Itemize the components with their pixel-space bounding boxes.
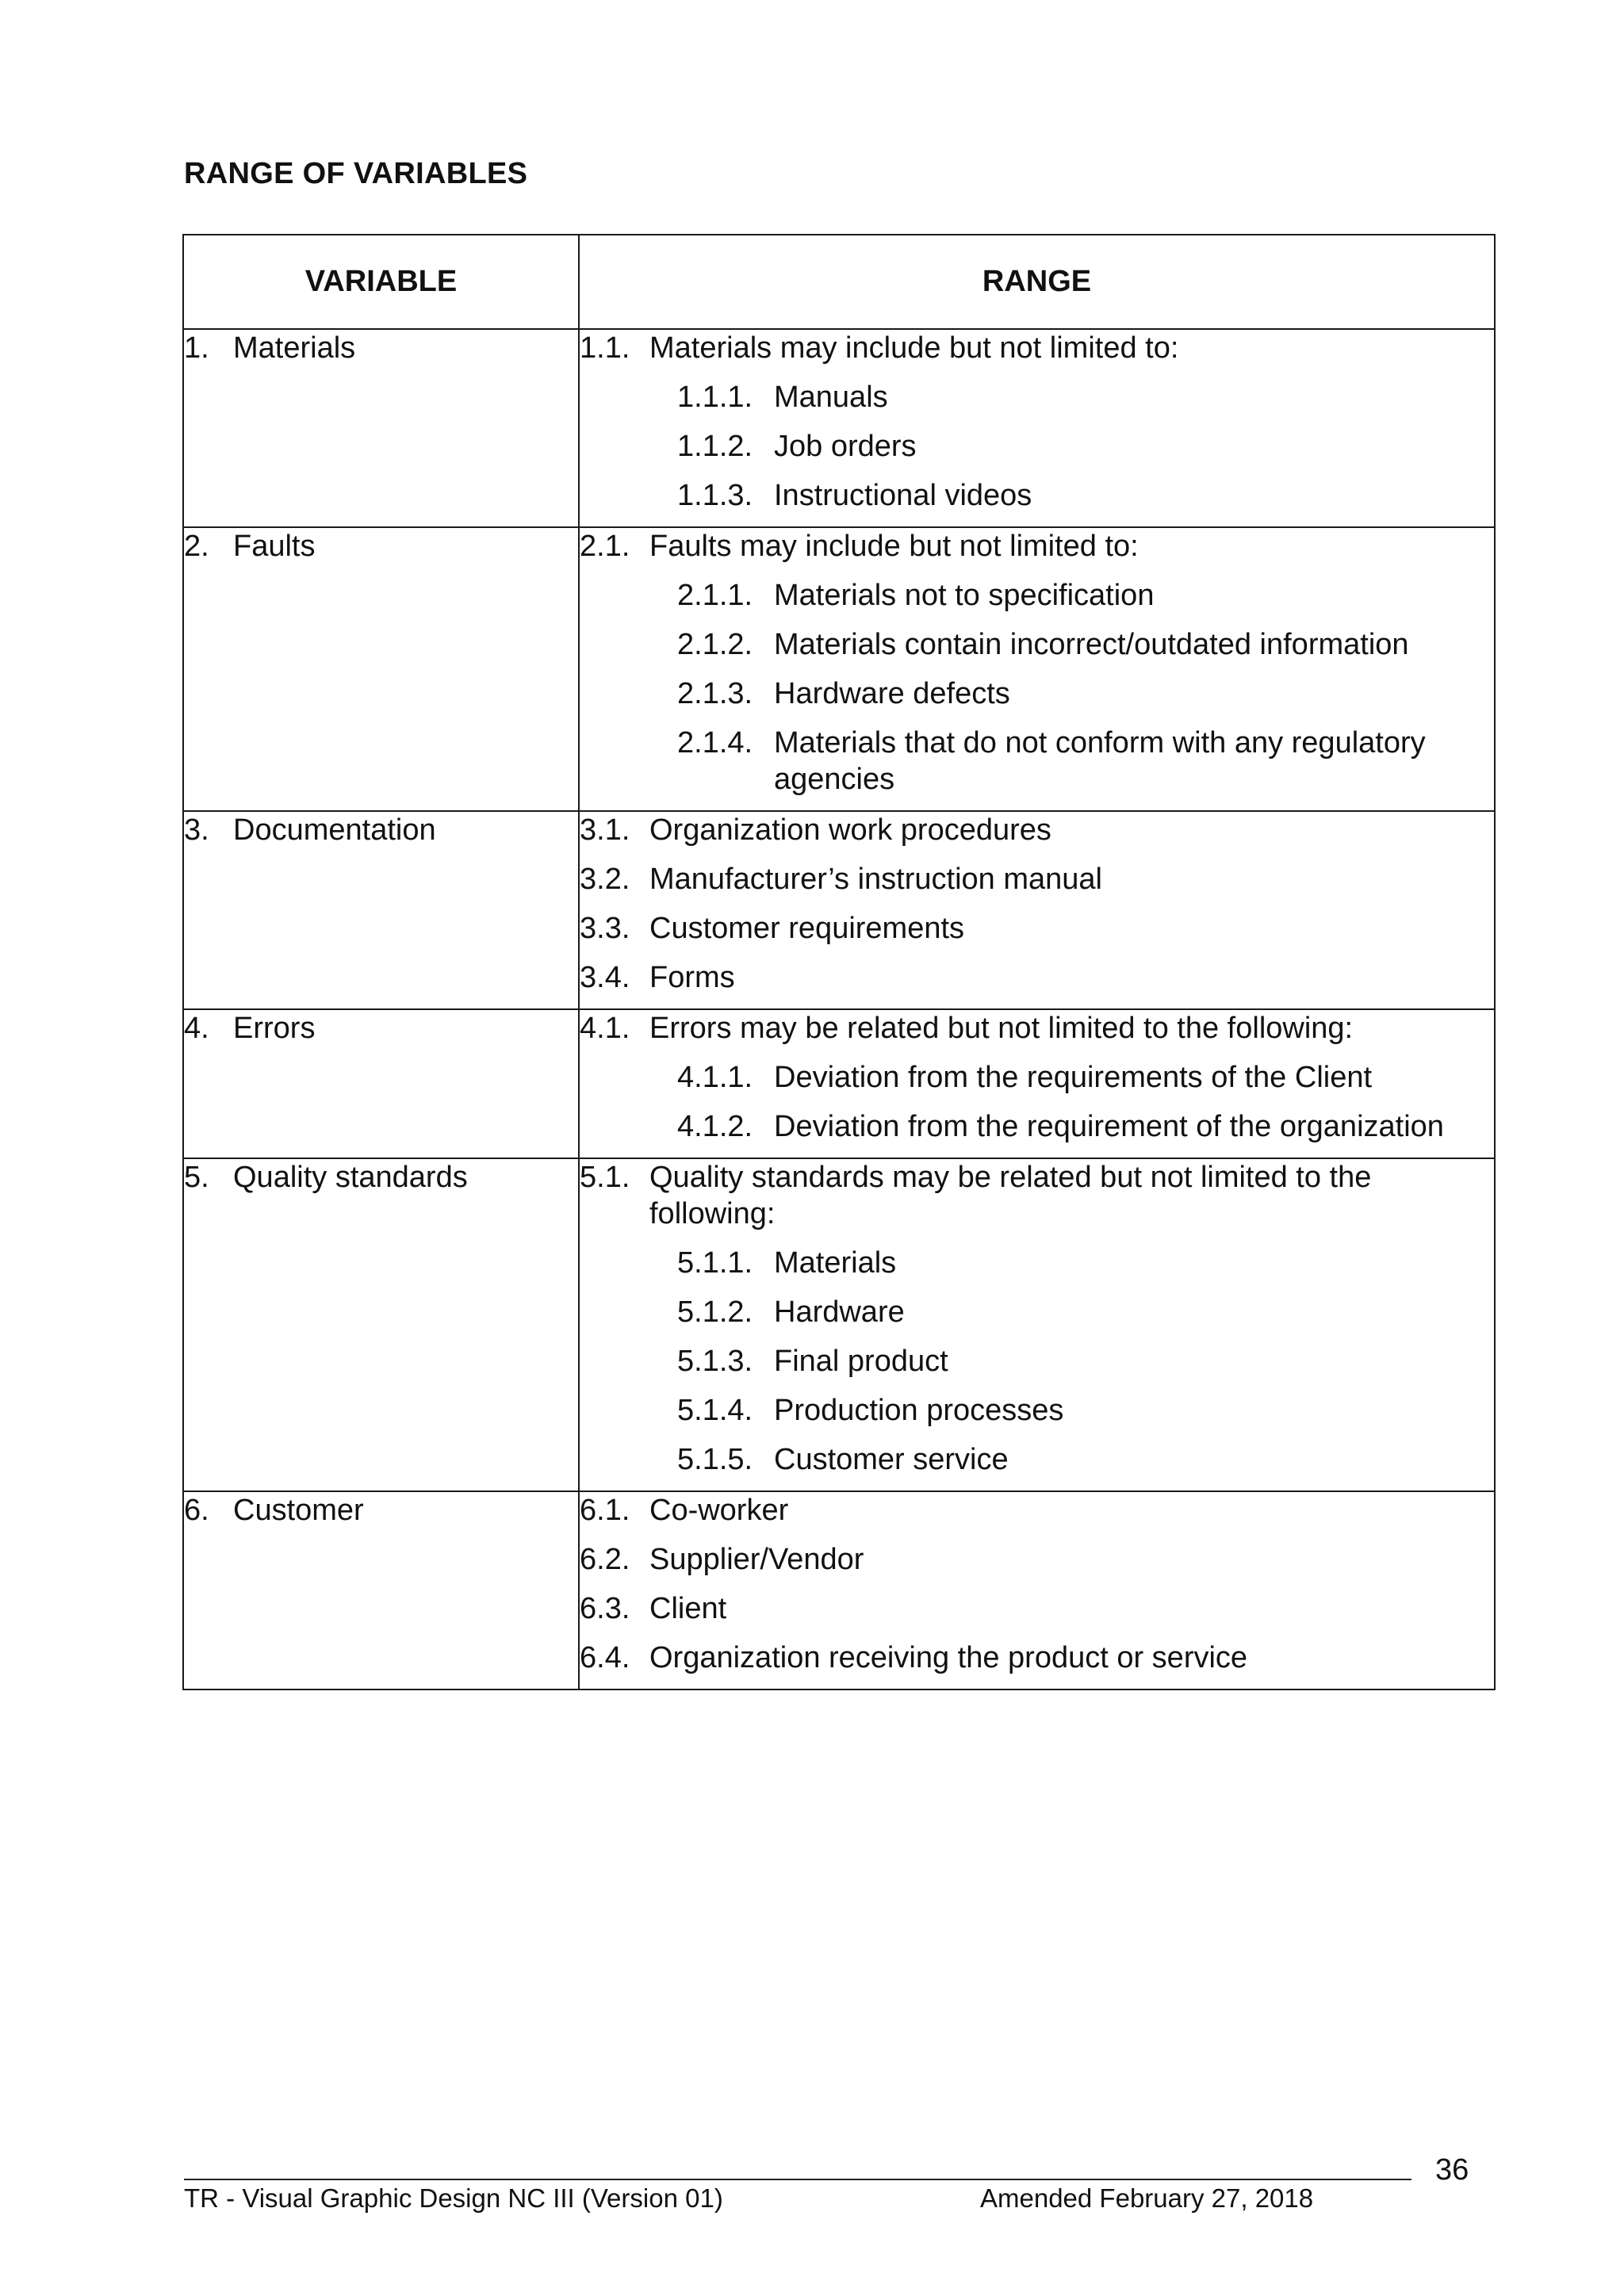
item-text: Materials may include but not limited to: [649, 331, 1179, 365]
item-number: 3.1. [580, 813, 630, 847]
item-text: Errors may be related but not limited to the following: [649, 1012, 1354, 1045]
range-item [580, 861, 1494, 897]
range-subitem [677, 1059, 1494, 1096]
range-item [580, 1159, 1494, 1232]
range-subitem [677, 1441, 1494, 1478]
table-row [183, 1158, 1495, 1491]
range-of-variables-table [182, 234, 1496, 1690]
item-number: 5.1.2. [677, 1295, 753, 1329]
item-number: 5.1.1. [677, 1246, 753, 1280]
table-row [183, 527, 1495, 811]
variable-cell [183, 1158, 579, 1491]
variable-name [184, 1010, 578, 1047]
range-cell [579, 811, 1495, 1009]
variable-name [184, 330, 578, 366]
item-text: Errors [233, 1012, 316, 1045]
item-text: Deviation from the requirement of the organization [774, 1110, 1444, 1143]
item-text: Materials not to specification [774, 579, 1155, 612]
range-item [580, 910, 1494, 947]
range-item [580, 1492, 1494, 1529]
variable-name [184, 812, 578, 848]
item-text: Organization receiving the product or service [649, 1641, 1248, 1674]
page-number: 36 [1435, 2153, 1469, 2187]
item-text: Hardware defects [774, 677, 1010, 710]
range-subitem [677, 477, 1494, 514]
range-cell [579, 1009, 1495, 1158]
header-variable: VARIABLE [183, 235, 579, 329]
item-number: 4. [184, 1012, 209, 1045]
item-number: 3.3. [580, 912, 630, 945]
range-cell [579, 527, 1495, 811]
item-number: 2. [184, 530, 209, 563]
item-number: 2.1.1. [677, 579, 753, 612]
item-number: 4.1.2. [677, 1110, 753, 1143]
item-number: 3. [184, 813, 209, 847]
item-text: Materials [233, 331, 356, 365]
section-heading: RANGE OF VARIABLES [184, 157, 528, 190]
variable-cell [183, 1009, 579, 1158]
item-number: 3.2. [580, 863, 630, 896]
variable-cell [183, 811, 579, 1009]
item-number: 6.2. [580, 1543, 630, 1576]
item-number: 4.1. [580, 1012, 630, 1045]
item-text: Client [649, 1592, 727, 1625]
table-row [183, 1491, 1495, 1689]
variable-name [184, 1492, 578, 1529]
item-number: 6.3. [580, 1592, 630, 1625]
header-range: RANGE [579, 235, 1495, 329]
range-subitem [677, 1294, 1494, 1330]
item-number: 2.1.2. [677, 628, 753, 661]
item-text: Customer requirements [649, 912, 965, 945]
item-text: Customer [233, 1494, 364, 1527]
item-text: Deviation from the requirements of the Client [774, 1061, 1373, 1094]
item-text: Manuals [774, 381, 888, 414]
range-cell [579, 1491, 1495, 1689]
table-row [183, 811, 1495, 1009]
item-number: 6.1. [580, 1494, 630, 1527]
item-text: Customer service [774, 1443, 1009, 1476]
range-item [580, 1541, 1494, 1578]
range-subitem [677, 725, 1494, 798]
item-text: Faults [233, 530, 316, 563]
variable-cell [183, 1491, 579, 1689]
table-row [183, 329, 1495, 527]
variable-name [184, 1159, 578, 1196]
variable-cell [183, 527, 579, 811]
range-item [580, 528, 1494, 564]
item-number: 1.1.3. [677, 479, 753, 512]
item-number: 5.1.4. [677, 1394, 753, 1427]
range-subitem [677, 675, 1494, 712]
item-number: 1.1.2. [677, 430, 753, 463]
item-number: 6.4. [580, 1641, 630, 1674]
item-number: 5.1.5. [677, 1443, 753, 1476]
item-text: Quality standards [233, 1161, 468, 1194]
item-number: 2.1.4. [677, 726, 753, 760]
range-item [580, 812, 1494, 848]
item-number: 5.1. [580, 1161, 630, 1194]
range-subitem [677, 1245, 1494, 1281]
item-text: Organization work procedures [649, 813, 1051, 847]
item-text: Hardware [774, 1295, 905, 1329]
item-text: Documentation [233, 813, 436, 847]
range-item [580, 959, 1494, 996]
range-subitem [677, 577, 1494, 614]
item-number: 2.1.3. [677, 677, 753, 710]
item-text: Materials that do not conform with any regulatory agencies [774, 726, 1426, 796]
table-row [183, 1009, 1495, 1158]
range-subitem [677, 428, 1494, 465]
item-number: 1. [184, 331, 209, 365]
item-number: 1.1. [580, 331, 630, 365]
item-text: Final product [774, 1345, 948, 1378]
variable-name [184, 528, 578, 564]
footer-rule [184, 2179, 1411, 2180]
item-number: 5.1.3. [677, 1345, 753, 1378]
item-text: Production processes [774, 1394, 1064, 1427]
item-text: Co-worker [649, 1494, 789, 1527]
range-item [580, 330, 1494, 366]
table-header-row [183, 235, 1495, 329]
item-number: 5. [184, 1161, 209, 1194]
item-text: Manufacturer’s instruction manual [649, 863, 1102, 896]
range-subitem [677, 379, 1494, 415]
range-subitem [677, 1343, 1494, 1380]
range-item [580, 1640, 1494, 1676]
item-number: 2.1. [580, 530, 630, 563]
range-cell [579, 1158, 1495, 1491]
table-body [183, 329, 1495, 1689]
item-text: Materials [774, 1246, 897, 1280]
range-subitem [677, 626, 1494, 663]
range-item [580, 1010, 1494, 1047]
item-number: 4.1.1. [677, 1061, 753, 1094]
footer-document-title: TR - Visual Graphic Design NC III (Version 01) [184, 2183, 723, 2213]
item-text: Forms [649, 961, 735, 994]
item-text: Faults may include but not limited to: [649, 530, 1139, 563]
item-number: 6. [184, 1494, 209, 1527]
range-subitem [677, 1108, 1494, 1145]
range-item [580, 1590, 1494, 1627]
item-text: Supplier/Vendor [649, 1543, 864, 1576]
variable-cell [183, 329, 579, 527]
item-number: 1.1.1. [677, 381, 753, 414]
range-subitem [677, 1392, 1494, 1429]
item-number: 3.4. [580, 961, 630, 994]
footer-amended-date: Amended February 27, 2018 [980, 2183, 1314, 2213]
item-text: Quality standards may be related but not limited to the following: [649, 1161, 1372, 1230]
item-text: Instructional videos [774, 479, 1032, 512]
item-text: Materials contain incorrect/outdated information [774, 628, 1409, 661]
item-text: Job orders [774, 430, 917, 463]
range-cell [579, 329, 1495, 527]
